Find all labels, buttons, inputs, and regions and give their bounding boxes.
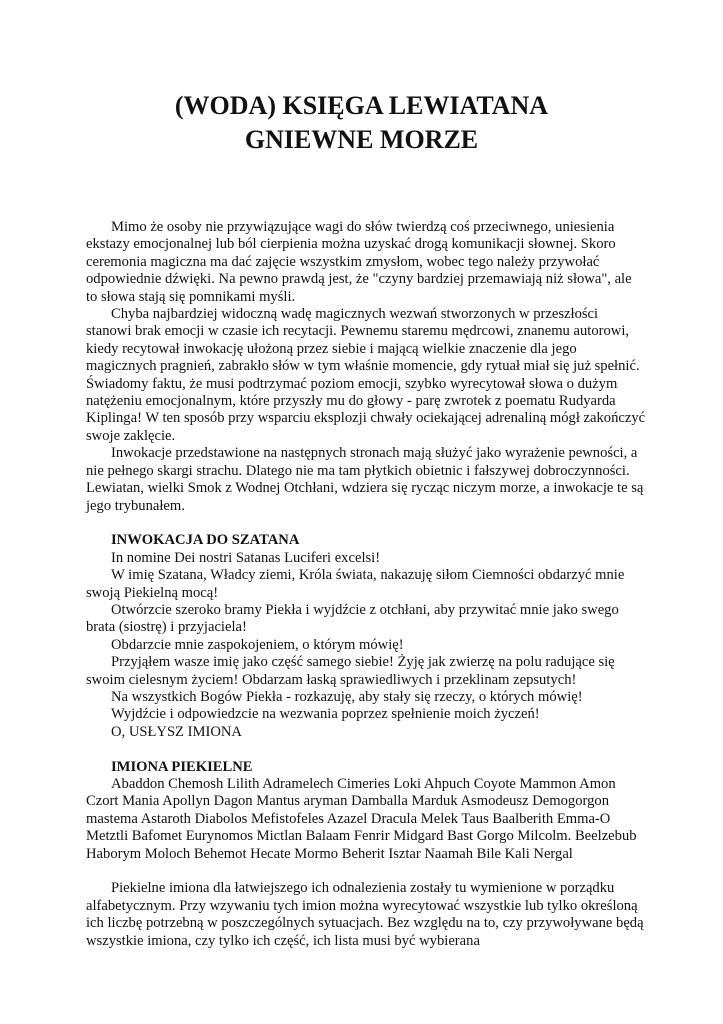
invocation-line: Obdarzcie mnie zaspokojeniem, o którym mówię! (111, 636, 404, 653)
document-body (86, 219, 646, 950)
invocation-line: W imię Szatana, Władcy ziemi, Króla świata, nakazuję siłom Ciemności obdarzyć mnie swoją Piekielną mocą! (86, 567, 625, 601)
invocation-line: Wyjdźcie i odpowiedzcie na wezwania poprzez spełnienie moich życzeń! (111, 706, 540, 723)
intro-paragraph: Chyba najbardziej widoczną wadę magicznych wezwań stworzonych w przeszłości stanowi brak emocji w czasie ich recytacji. Pewnemu staremu mędrcowi, znanemu autorowi, kiedy recytował inwokację ułożoną przez siebie i mającą wielkie znaczenie dla jego magicznych pragnień, zabrakło słów w tym właśnie momencie, gdy rytuał miał się już spełnić. Świadomy faktu, że musi podtrzymać poziom emocji, szybko wyrecytował słowa o dużym natężeniu emocjonalnym, które przyszły mu do głowy - parę zwrotek z poematu Rudyarda Kiplinga! W ten sposób przy wsparciu eksplozji chwały ociekającej adrenaliną mógł zakończyć swoje zaklęcie. (86, 306, 646, 444)
invocation-line: Przyjąłem wasze imię jako część samego siebie! Żyję jak zwierzę na polu radujące się swoim cielesnym życiem! Obdarzam łaską sprawiedliwych i przeklinam zepsutych! (86, 654, 615, 688)
invocation-line: Otwórzcie szeroko bramy Piekła i wyjdźcie z otchłani, aby przywitać mnie jako swego brata (siostrę) i przyjaciela! (86, 601, 619, 636)
infernal-names-list: Abaddon Chemosh Lilith Adramelech Cimeries Loki Ahpuch Coyote Mammon Amon Czort Mania Apollyn Dagon Mantus aryman Damballa Marduk Asmodeusz Demogorgon mastema Astaroth Diabolos Mefistofeles Azazel Dracula Melek Taus Baalberith Emma-O Metztli Bafomet Eurynomos Mictlan Balaam Fenrir Midgard Bast Gorgo Milcolm. Beelzebub Haborym Moloch Behemot Hecate Mormo Beherit Isztar Naamah Bile Kali Nergal (86, 775, 637, 862)
closing-paragraph: Piekielne imiona dla łatwiejszego ich odnalezienia zostały tu wymienione w porządku alfabetycznym. Przy wzywaniu tych imion można wyrecytować wszystkie lub tylko określoną ich liczbę potrzebną w poszczególnych sytuacjach. Bez względu na to, czy przywoływane będą wszystkie imiona, czy tylko ich część, ich lista musi być wybierana (86, 880, 644, 949)
page-title-line-2: GNIEWNE MORZE (244, 125, 479, 154)
invocation-line: Na wszystkich Bogów Piekła - rozkazuję, aby stały się rzeczy, o których mówię! (111, 688, 583, 705)
page-title-line-1: (WODA) KSIĘGA LEWIATANA (174, 91, 549, 120)
spacer (86, 741, 646, 758)
invocation-line: O, USŁYSZ IMIONA (111, 723, 242, 740)
intro-paragraph: Inwokacje przedstawione na następnych stronach mają służyć jako wyrażenie pewności, a nie pełnego skargi strachu. Dlatego nie ma tam płytkich obietnic i fałszywej dobroczynności. Lewiatan, wielki Smok z Wodnej Otchłani, wdziera się rycząc niczym morze, a inwokacje te są jego trybunałem. (86, 445, 644, 514)
spacer (86, 515, 646, 532)
spacer (86, 863, 646, 880)
invocation-line: In nomine Dei nostri Satanas Luciferi excelsi! (111, 549, 381, 566)
invocation-heading: INWOKACJA DO SZATANA (111, 532, 300, 549)
intro-paragraph: Mimo że osoby nie przywiązujące wagi do słów twierdzą coś przeciwnego, uniesienia ekstazy emocjonalnej lub ból cierpienia można uzyskać drogą komunikacji słownej. Skoro ceremonia magiczna ma dać zajęcie wszystkim zmysłom, wobec tego należy przywołać odpowiednie dźwięki. Na pewno prawdą jest, że "czyny bardziej przemawiają niż słowa", ale to słowa stają się pomnikami myśli. (86, 219, 632, 305)
infernal-names-heading: IMIONA PIEKIELNE (111, 758, 253, 775)
